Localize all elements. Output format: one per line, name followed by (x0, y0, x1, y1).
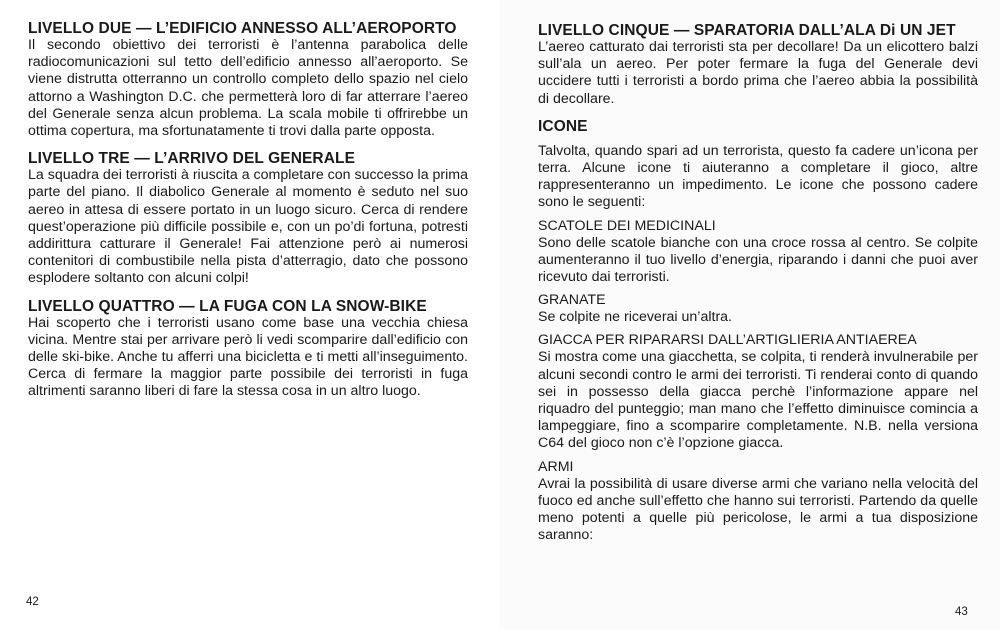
icon-item-body: Se colpite ne riceverai un’altra. (538, 309, 732, 326)
right-page (500, 0, 1000, 630)
section-title: LIVELLO DUE — L’EDIFICIO ANNESSO ALL’AEROPORTO (28, 20, 457, 37)
right-column (538, 22, 978, 544)
icon-item-title: GRANATE (538, 292, 606, 309)
section-body: Il secondo obiettivo dei terroristi è l’antenna parabolica delle radiocomunicazioni sul tetto dell’edificio annesso all’aeroporto. Se viene distrutta otterranno un controllo completo dello spazio nel cielo attorno a Washington D.C. che permetterà loro di far atterrare l’aereo del Generale senza alcun problema. La scala mobile ti offrirebbe un ottima copertura, ma sfortunatamente ti trovi dalla parte opposta. (28, 37, 468, 140)
page-number: 42 (26, 596, 39, 608)
icon-item-title: GIACCA PER RIPARARSI DALL’ARTIGLIERIA ANTIAEREA (538, 332, 917, 349)
icon-item-granate (538, 292, 978, 326)
section-title: LIVELLO TRE — L’ARRIVO DEL GENERALE (28, 150, 356, 168)
section-livello-quattro (28, 298, 468, 401)
icon-item-medicinali (538, 218, 978, 287)
icon-item-title: ARMI (538, 458, 574, 475)
icon-item-title: SCATOLE DEI MEDICINALI (538, 217, 716, 234)
icons-heading: ICONE (538, 117, 588, 135)
icons-intro: Talvolta, quando spari ad un terrorista, questo fa cadere un’icona per terra. Alcune icone ti aiuteranno a completare il gioco, altre rappresenteranno un impedimento. Le icone che possono cadere sono le seguenti: (538, 142, 978, 211)
icons-heading-block (538, 118, 978, 135)
section-title: LIVELLO CINQUE — SPARATORIA DALL’ALA Di UN JET (538, 22, 956, 39)
icon-item-body: Sono delle scatole bianche con una croce rossa al centro. Se colpite aumenteranno il tuo livello d’energia, riparando i danni che puoi aver ricevuto dai terroristi. (538, 234, 978, 286)
section-livello-tre (28, 150, 468, 287)
section-livello-due (28, 20, 468, 140)
icon-item-giacca (538, 332, 978, 452)
page-number: 43 (955, 606, 968, 618)
section-livello-cinque (538, 22, 978, 108)
icon-item-armi (538, 459, 978, 545)
section-body: Hai scoperto che i terroristi usano come base una vecchia chiesa vicina. Mentre stai per arrivare però li vedi scomparire dall’edificio con delle ski-bike. Anche tu afferri una bicicletta e ti metti all’inseguimento. Cerca di fermare la maggior parte possibile dei terroristi in fuga altrimenti saranno liberi di fare la stessa cosa in un altro luogo. (28, 314, 468, 400)
section-title: LIVELLO QUATTRO — LA FUGA CON LA SNOW-BIKE (28, 297, 427, 315)
icon-item-body: Si mostra come una giacchetta, se colpita, ti renderà invulnerabile per alcuni secondi contro le armi dei terroristi. Ti renderai conto di quando sei in possesso della giacca perchè l’informazione appare nel riquadro del punteggio; man mano che l’effetto diminuisce comincia a lampeggiare, fino a scomparire completamente. N.B. nella versiona C64 del gioco non c’è l’opzione giacca. (538, 349, 978, 452)
section-body: L’aereo catturato dai terroristi sta per decollare! Da un elicottero balzi sull’ala un aereo. Per poter fermare la fuga del Generale devi uccidere tutti i terroristi a bordo prima che l’aereo abbia la possibilità di decollare. (538, 39, 978, 107)
icon-item-body: Avrai la possibilità di usare diverse armi che variano nella velocità del fuoco ed anche sull’effetto che hanno sui terroristi. Partendo da quelle meno potenti a quelle più pericolose, le armi a tua disposizione saranno: (538, 475, 978, 544)
left-column (28, 20, 468, 411)
section-body: La squadra dei terroristi à riuscita a completare con successo la prima parte del piano. Il diabolico Generale al momento è seduto nel suo aereo in attesa di essere portato in un luogo sicuro. Cerca di rendere quest’operazione più difficile possibile e, con un po’di fortuna, potresti addirittura catturare il Generale! Fai attenzione però ai numerosi contenitori di combustibile nella pista d’atterragio, dato che possono esplodere soltanto con alcuni colpi! (28, 167, 469, 287)
